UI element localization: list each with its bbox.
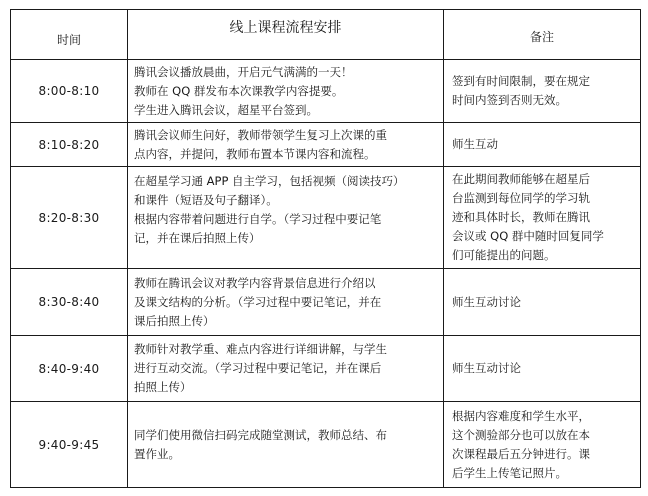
flow-cell xyxy=(128,269,444,336)
note-line: 师生互动讨论 xyxy=(452,361,521,375)
table-row xyxy=(11,60,641,123)
note-line: 这个测验部分也可以放在本 xyxy=(452,427,590,442)
flow-line: 腾讯会议师生问好，教师带领学生复习上次课的重 xyxy=(134,127,387,142)
note-line: 签到有时间限制，要在规定 xyxy=(452,74,590,88)
flow-line: 记，并在课后拍照上传） xyxy=(134,231,261,245)
flow-line: 进行互动交流。（学习过程中要记笔记，并在课后 xyxy=(134,361,382,375)
note-cell xyxy=(444,167,641,269)
header-note: 备注 xyxy=(444,10,641,60)
flow-line: 根据内容带着问题进行自学。（学习过程中要记笔 xyxy=(134,212,382,226)
flow-line: 置作业。 xyxy=(134,446,180,461)
flow-cell xyxy=(128,336,444,402)
course-schedule-table xyxy=(10,9,641,488)
flow-line: 腾讯会议播放晨曲，开启元气满满的一天！ xyxy=(134,64,353,79)
flow-line: 同学们使用微信扫码完成随堂测试，教师总结、布 xyxy=(134,427,387,442)
flow-cell xyxy=(128,167,444,269)
flow-line: 教师针对教学重、难点内容进行详细讲解，与学生 xyxy=(134,342,387,356)
note-line: 师生互动讨论 xyxy=(452,294,521,309)
note-cell xyxy=(444,123,641,167)
flow-cell xyxy=(128,402,444,488)
time-cell: 8:00-8:10 xyxy=(11,60,128,123)
note-cell xyxy=(444,269,641,336)
note-cell xyxy=(444,402,641,488)
note-line: 们可能提出的问题。 xyxy=(452,248,556,262)
note-line: 后学生上传笔记照片。 xyxy=(452,465,567,480)
note-line: 在此期间教师能够在超星后 xyxy=(452,172,590,186)
flow-line: 课后拍照上传） xyxy=(134,313,215,328)
flow-line: 在超星学习通 APP 自主学习，包括视频（阅读技巧） xyxy=(134,174,405,188)
note-line: 迹和具体时长，教师在腾讯 xyxy=(452,210,590,224)
note-cell xyxy=(444,60,641,123)
note-line: 时间内签到否则无效。 xyxy=(452,93,567,107)
flow-line: 学生进入腾讯会议，超星平台签到。 xyxy=(134,102,318,117)
note-line: 次课程最后五分钟进行。课 xyxy=(452,446,590,461)
header-flow: 线上课程流程安排 xyxy=(128,10,444,60)
table-row xyxy=(11,402,641,488)
note-line: 会议或 QQ 群中随时回复同学 xyxy=(452,229,604,243)
flow-cell xyxy=(128,60,444,123)
flow-line: 及课文结构的分析。（学习过程中要记笔记，并在 xyxy=(134,294,382,309)
time-cell: 9:40-9:45 xyxy=(11,402,128,488)
time-cell: 8:40-9:40 xyxy=(11,336,128,402)
time-cell: 8:10-8:20 xyxy=(11,123,128,167)
flow-line: 教师在 QQ 群发布本次课教学内容提要。 xyxy=(134,83,344,98)
note-line: 师生互动 xyxy=(452,137,498,151)
flow-line: 拍照上传） xyxy=(134,380,192,394)
table-row xyxy=(11,167,641,269)
time-cell: 8:20-8:30 xyxy=(11,167,128,269)
time-cell: 8:30-8:40 xyxy=(11,269,128,336)
header-time: 时间 xyxy=(11,10,128,60)
flow-line: 教师在腾讯会议对教学内容背景信息进行介绍以 xyxy=(134,275,376,290)
table-row xyxy=(11,123,641,167)
table-row xyxy=(11,336,641,402)
flow-line: 点内容，并提问，教师布置本节课内容和流程。 xyxy=(134,146,376,161)
note-line: 台监测到每位同学的学习轨 xyxy=(452,191,590,205)
flow-line: 和课件（短语及句子翻译）。 xyxy=(134,193,278,207)
table-row xyxy=(11,269,641,336)
note-cell xyxy=(444,336,641,402)
table-header-row xyxy=(11,10,641,60)
note-line: 根据内容难度和学生水平， xyxy=(452,408,590,423)
flow-cell xyxy=(128,123,444,167)
